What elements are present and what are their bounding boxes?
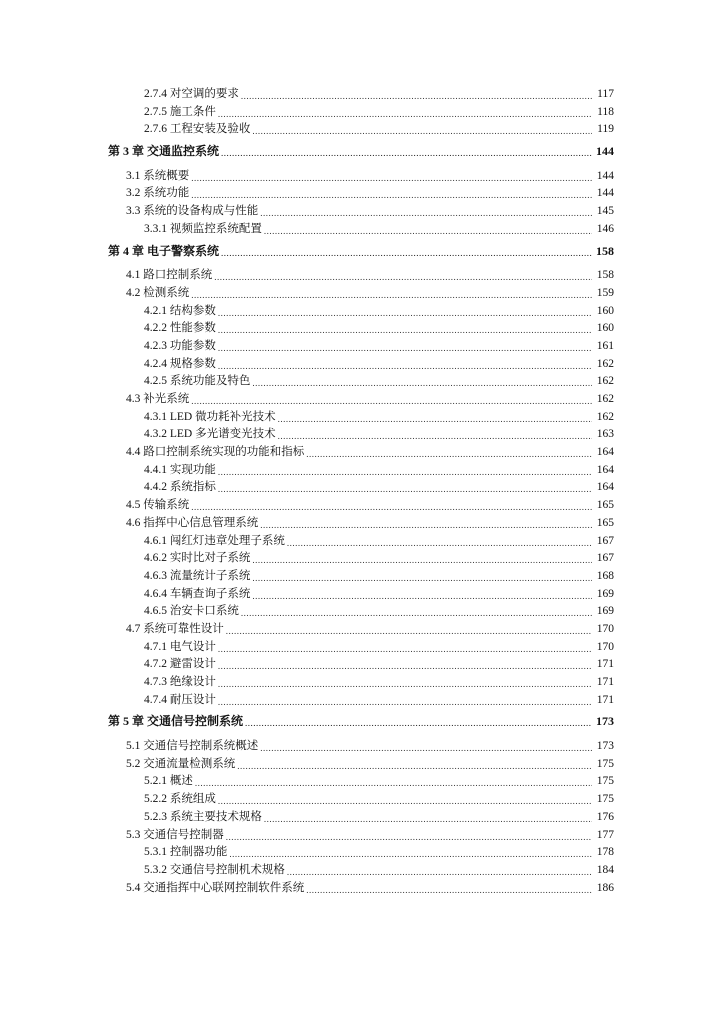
toc-entry[interactable] — [0, 338, 724, 356]
dot-leader — [221, 143, 592, 161]
toc-page-number: 164 — [596, 481, 614, 494]
toc-entry[interactable] — [0, 185, 724, 203]
toc-page-number: 165 — [596, 516, 614, 529]
toc-entry-title: 4.6 指挥中心信息管理系统 — [126, 516, 259, 529]
toc-entry[interactable] — [0, 391, 724, 409]
toc-page-number: 175 — [596, 757, 614, 770]
dot-leader — [214, 267, 592, 285]
dot-leader — [264, 809, 592, 827]
dot-leader — [287, 533, 592, 551]
toc-entry[interactable] — [0, 285, 724, 303]
toc-entry-title: 4.6.2 实时比对子系统 — [144, 552, 251, 565]
toc-chapter-entry[interactable] — [0, 713, 724, 731]
toc-entry-title: 5.1 交通信号控制系统概述 — [126, 740, 259, 753]
toc-page-number: 162 — [596, 357, 614, 370]
toc-entry[interactable] — [0, 656, 724, 674]
toc-entry[interactable] — [0, 621, 724, 639]
toc-entry-title: 第 5 章 交通信号控制系统 — [108, 714, 244, 729]
table-of-contents — [0, 86, 724, 897]
toc-entry-title: 3.2 系统功能 — [126, 187, 190, 200]
dot-leader — [245, 713, 592, 731]
toc-entry[interactable] — [0, 550, 724, 568]
toc-entry-title: 2.7.5 施工条件 — [144, 105, 216, 118]
toc-entry-title: 4.6.1 闯红灯违章处理子系统 — [144, 534, 285, 547]
toc-page-number: 167 — [596, 534, 614, 547]
toc-page-number: 161 — [596, 339, 614, 352]
toc-entry-title: 4.7 系统可靠性设计 — [126, 622, 224, 635]
toc-page-number: 164 — [596, 446, 614, 459]
toc-page-number: 170 — [596, 622, 614, 635]
toc-page-number: 162 — [596, 393, 614, 405]
toc-page-number: 160 — [596, 322, 614, 335]
toc-page-number: 165 — [596, 499, 614, 512]
toc-entry-title: 5.2.2 系统组成 — [144, 793, 216, 806]
dot-leader — [264, 221, 592, 239]
toc-entry[interactable] — [0, 639, 724, 657]
toc-entry[interactable] — [0, 515, 724, 533]
toc-entry[interactable] — [0, 497, 724, 515]
toc-page-number: 175 — [596, 775, 614, 788]
toc-entry-title: 4.7.1 电气设计 — [144, 640, 216, 653]
toc-page-number: 168 — [596, 569, 614, 582]
dot-leader — [191, 185, 592, 203]
toc-page-number: 117 — [597, 88, 614, 100]
toc-entry-title: 第 3 章 交通监控系统 — [108, 144, 220, 159]
dot-leader — [218, 338, 592, 356]
dot-leader — [278, 409, 592, 427]
toc-entry-title: 5.2.3 系统主要技术规格 — [144, 810, 262, 823]
dot-leader — [191, 285, 592, 303]
toc-entry-title: 4.2.5 系统功能及特色 — [144, 375, 251, 388]
toc-entry[interactable] — [0, 86, 724, 104]
toc-entry-title: 4.4.2 系统指标 — [144, 481, 216, 494]
dot-leader — [306, 444, 592, 462]
toc-page-number: 169 — [596, 587, 614, 600]
toc-page-number: 184 — [596, 863, 614, 876]
toc-entry-title: 4.2.3 功能参数 — [144, 339, 216, 352]
toc-entry-title: 4.7.3 绝缘设计 — [144, 676, 216, 688]
toc-page-number: 173 — [596, 714, 614, 729]
toc-entry-title: 5.2 交通流量检测系统 — [126, 757, 236, 770]
toc-entry[interactable] — [0, 756, 724, 774]
dot-leader — [260, 203, 592, 221]
toc-entry-title: 3.3 系统的设备构成与性能 — [126, 205, 259, 218]
toc-entry[interactable] — [0, 444, 724, 462]
toc-entry-title: 3.1 系统概要 — [126, 169, 190, 182]
toc-page-number: 169 — [596, 605, 614, 618]
toc-page-number: 160 — [596, 304, 614, 317]
toc-page-number: 173 — [596, 740, 614, 753]
toc-page-number: 144 — [596, 169, 614, 182]
toc-page-number: 144 — [596, 187, 614, 200]
toc-entry[interactable] — [0, 356, 724, 374]
toc-entry-title: 5.3.1 控制器功能 — [144, 846, 228, 859]
toc-entry-title: 4.1 路口控制系统 — [126, 269, 213, 282]
toc-entry-title: 4.2.2 性能参数 — [144, 322, 216, 335]
dot-leader — [218, 320, 592, 338]
toc-entry[interactable] — [0, 862, 724, 880]
toc-page-number: 164 — [596, 463, 614, 476]
toc-page-number: 118 — [597, 105, 614, 118]
toc-entry-title: 第 4 章 电子警察系统 — [108, 243, 220, 258]
dot-leader — [218, 639, 592, 657]
dot-leader — [218, 692, 592, 710]
toc-page-number: 158 — [596, 243, 614, 258]
dot-leader — [226, 621, 592, 639]
toc-entry-title: 4.2.4 规格参数 — [144, 357, 216, 370]
toc-entry[interactable] — [0, 203, 724, 221]
dot-leader — [252, 121, 592, 139]
toc-entry[interactable] — [0, 479, 724, 497]
toc-page-number: 162 — [596, 375, 614, 388]
toc-page-number: 177 — [596, 828, 614, 841]
toc-entry-title: 5.3 交通信号控制器 — [126, 828, 224, 841]
toc-page-number: 170 — [596, 640, 614, 653]
toc-entry[interactable] — [0, 586, 724, 604]
toc-chapter-entry[interactable] — [0, 243, 724, 261]
toc-entry-title: 4.6.3 流量统计子系统 — [144, 569, 251, 582]
toc-page-number: 167 — [596, 552, 614, 565]
toc-entry-title: 4.4 路口控制系统实现的功能和指标 — [126, 446, 305, 459]
toc-entry[interactable] — [0, 603, 724, 621]
toc-page-number: 144 — [596, 144, 614, 159]
toc-page-number: 159 — [596, 286, 614, 299]
toc-entry-title: 4.5 传输系统 — [126, 499, 190, 512]
toc-entry[interactable] — [0, 409, 724, 427]
toc-entry-title: 2.7.4 对空调的要求 — [144, 88, 239, 100]
dot-leader — [218, 656, 592, 674]
toc-chapter-entry[interactable] — [0, 143, 724, 161]
toc-entry[interactable] — [0, 738, 724, 756]
toc-entry[interactable] — [0, 674, 724, 692]
toc-entry[interactable] — [0, 827, 724, 845]
toc-entry-title: 4.2 检测系统 — [126, 286, 190, 299]
toc-page-number: 119 — [597, 123, 614, 136]
toc-entry-title: 3.3.1 视频监控系统配置 — [144, 222, 262, 235]
toc-page-number: 175 — [596, 793, 614, 806]
toc-entry[interactable] — [0, 426, 724, 444]
toc-page-number: 171 — [596, 693, 614, 706]
dot-leader — [191, 497, 592, 515]
dot-leader — [278, 426, 592, 444]
toc-entry[interactable] — [0, 773, 724, 791]
dot-leader — [218, 674, 592, 692]
toc-entry-title: 4.6.4 车辆查询子系统 — [144, 587, 251, 600]
toc-entry-title: 2.7.6 工程安装及验收 — [144, 123, 251, 136]
dot-leader — [252, 586, 592, 604]
dot-leader — [218, 303, 592, 321]
toc-page-number: 146 — [596, 222, 614, 235]
dot-leader — [306, 880, 592, 898]
dot-leader — [237, 756, 592, 774]
toc-entry[interactable] — [0, 303, 724, 321]
dot-leader — [241, 86, 592, 104]
toc-entry[interactable] — [0, 692, 724, 710]
dot-leader — [191, 168, 592, 186]
toc-entry[interactable] — [0, 121, 724, 139]
toc-entry-title: 4.6.5 治安卡口系统 — [144, 605, 239, 618]
dot-leader — [252, 568, 592, 586]
dot-leader — [241, 603, 592, 621]
dot-leader — [229, 844, 592, 862]
toc-entry[interactable] — [0, 462, 724, 480]
toc-entry[interactable] — [0, 809, 724, 827]
toc-entry-title: 4.7.2 避雷设计 — [144, 658, 216, 671]
dot-leader — [252, 550, 592, 568]
dot-leader — [252, 373, 592, 391]
toc-entry-title: 4.4.1 实现功能 — [144, 463, 216, 476]
toc-entry-title: 4.3 补光系统 — [126, 393, 190, 405]
toc-page-number: 158 — [596, 269, 614, 282]
dot-leader — [226, 827, 592, 845]
dot-leader — [221, 243, 592, 261]
toc-entry-title: 4.3.1 LED 微功耗补光技术 — [144, 410, 276, 423]
toc-page-number: 163 — [596, 428, 614, 441]
toc-entry-title: 5.4 交通指挥中心联网控制软件系统 — [126, 881, 305, 894]
toc-entry[interactable] — [0, 104, 724, 122]
dot-leader — [195, 773, 592, 791]
dot-leader — [287, 862, 592, 880]
dot-leader — [218, 356, 592, 374]
dot-leader — [260, 738, 592, 756]
toc-entry[interactable] — [0, 320, 724, 338]
toc-page-number: 171 — [596, 658, 614, 671]
toc-entry[interactable] — [0, 880, 724, 898]
toc-entry[interactable] — [0, 168, 724, 186]
toc-entry[interactable] — [0, 791, 724, 809]
dot-leader — [218, 104, 592, 122]
toc-page-number: 178 — [596, 846, 614, 859]
toc-entry-title: 5.2.1 概述 — [144, 775, 193, 788]
toc-entry-title: 4.3.2 LED 多光谱变光技术 — [144, 428, 276, 441]
toc-entry[interactable] — [0, 533, 724, 551]
toc-page-number: 145 — [596, 205, 614, 218]
toc-entry[interactable] — [0, 568, 724, 586]
toc-entry-title: 4.7.4 耐压设计 — [144, 693, 216, 706]
toc-entry[interactable] — [0, 373, 724, 391]
toc-entry[interactable] — [0, 267, 724, 285]
toc-page-number: 176 — [596, 810, 614, 823]
toc-page-number: 171 — [596, 676, 614, 688]
toc-page-number: 162 — [596, 410, 614, 423]
dot-leader — [191, 391, 592, 409]
dot-leader — [218, 791, 592, 809]
toc-entry[interactable] — [0, 221, 724, 239]
toc-entry-title: 4.2.1 结构参数 — [144, 304, 216, 317]
toc-entry-title: 5.3.2 交通信号控制机术规格 — [144, 863, 285, 876]
dot-leader — [218, 479, 592, 497]
dot-leader — [218, 462, 592, 480]
toc-page-number: 186 — [596, 881, 614, 894]
toc-entry[interactable] — [0, 844, 724, 862]
dot-leader — [260, 515, 592, 533]
